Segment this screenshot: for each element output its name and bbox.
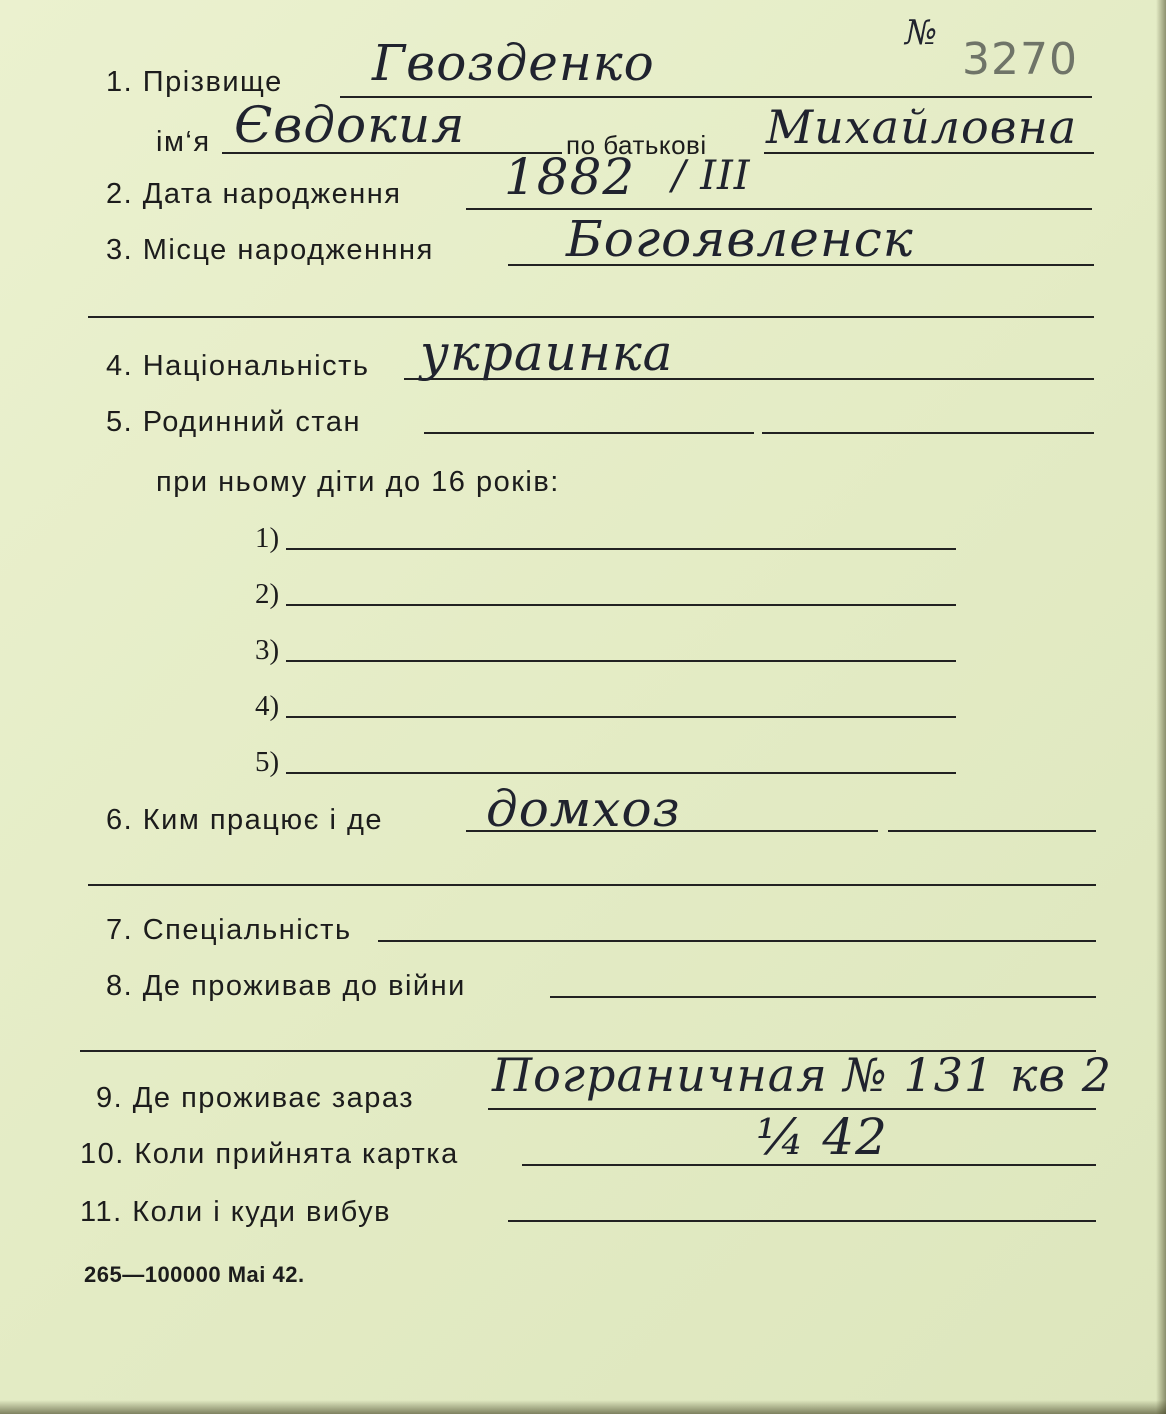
children-label: при ньому діти до 16 років: — [156, 466, 560, 498]
specialty-label: 7. Спеціальність — [106, 914, 352, 946]
nationality-label: 4. Національність — [106, 350, 370, 382]
prewar-residence-label: 8. Де проживав до війни — [106, 970, 466, 1002]
child-5-label: 5) — [255, 746, 280, 778]
current-residence-value: Пограничная № 131 кв 2 — [492, 1048, 1112, 1102]
patronymic-label: по батькові — [566, 130, 707, 160]
marital-label: 5. Родинний стан — [106, 406, 362, 438]
departure-label: 11. Коли і куди вибув — [80, 1196, 391, 1228]
current-residence-label: 9. Де проживає зараз — [96, 1082, 415, 1114]
child-4-line — [286, 716, 956, 718]
birth-date-label: 2. Дата народження — [106, 178, 402, 210]
occupation-label: 6. Ким працює і де — [106, 804, 384, 836]
child-2-label: 2) — [255, 578, 280, 610]
child-4-label: 4) — [255, 690, 280, 722]
marital-line-b — [762, 432, 1094, 434]
nationality-value: украинка — [420, 324, 674, 382]
child-3-label: 3) — [255, 634, 280, 666]
birth-date-value: 1882 — [504, 148, 636, 206]
child-1-line — [286, 548, 956, 550]
surname-value: Гвозденко — [372, 34, 655, 92]
birth-place-extra-line — [88, 316, 1094, 318]
prewar-residence-line — [550, 996, 1096, 998]
name-label: ім‘я — [156, 126, 211, 158]
paper-edge-right — [1156, 0, 1166, 1414]
specialty-line — [378, 940, 1096, 942]
patronymic-value: Михайловна — [766, 100, 1078, 154]
birth-place-value: Богоявленск — [566, 210, 914, 268]
child-2-line — [286, 604, 956, 606]
card-accepted-value: ¼ 42 — [756, 1108, 888, 1166]
birth-place-label: 3. Місце народженння — [106, 234, 434, 266]
child-3-line — [286, 660, 956, 662]
departure-line — [508, 1220, 1096, 1222]
card-accepted-label: 10. Коли прийнята картка — [80, 1138, 459, 1170]
child-5-line — [286, 772, 956, 774]
occupation-extra-line — [88, 884, 1096, 886]
number-mark: № — [905, 13, 939, 53]
occupation-line-b — [888, 830, 1096, 832]
marital-line-a — [424, 432, 754, 434]
child-1-label: 1) — [255, 522, 280, 554]
surname-label: 1. Прізвище — [106, 66, 283, 98]
card-number: 3270 — [962, 34, 1078, 85]
name-value: Євдокия — [234, 96, 466, 154]
paper-edge-bottom — [0, 1400, 1166, 1414]
print-code: 265—100000 Mai 42. — [84, 1262, 305, 1287]
birth-date-extra: / III — [672, 153, 751, 199]
occupation-value: домхоз — [486, 780, 681, 838]
